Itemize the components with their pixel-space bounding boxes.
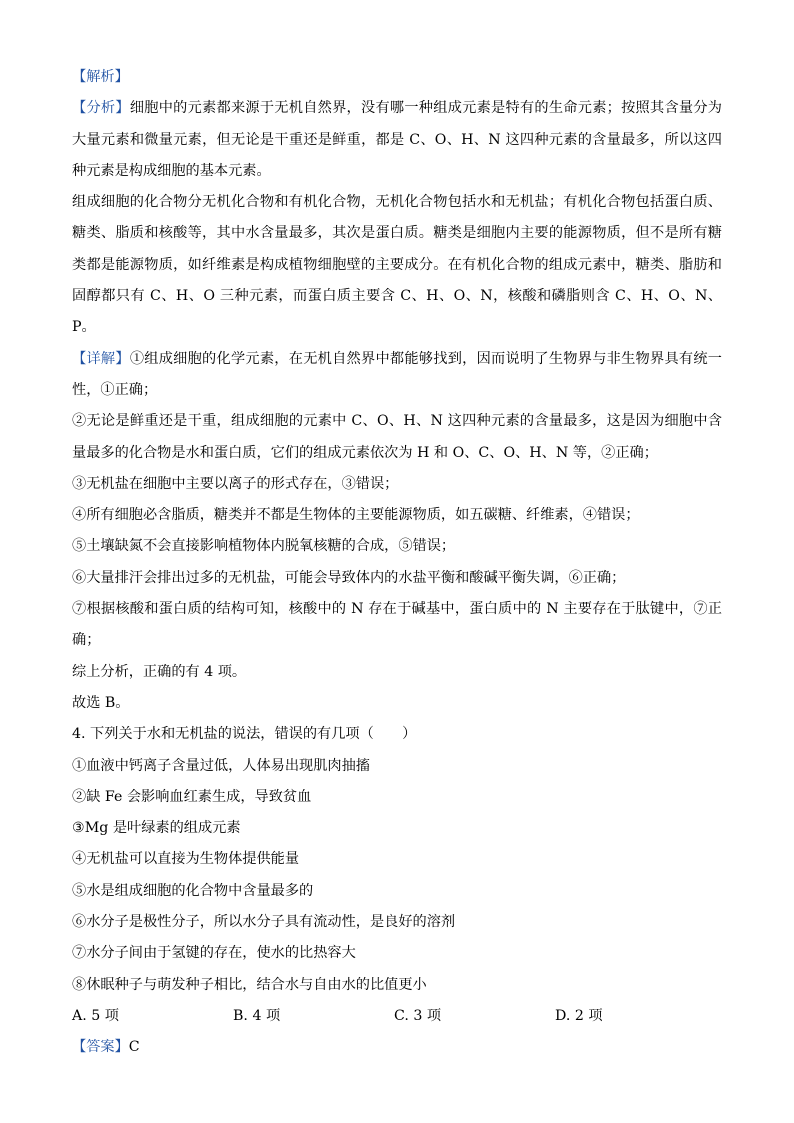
option-b: B. 4 项: [233, 1007, 281, 1024]
answer-tag: 【答案】: [72, 1039, 129, 1056]
xiangjie-item-7: ⑦根据核酸和蛋白质的结构可知，核酸中的 N 存在于碱基中，蛋白质中的 N 主要存在于肽键中，⑦正确；: [72, 601, 722, 649]
xiangjie-item-5: ⑤土壤缺氮不会直接影响植物体内脱氧核糖的合成，⑤错误；: [72, 538, 456, 555]
statement-4: ④无机盐可以直接为生物体提供能量: [72, 851, 300, 868]
answer-value: C: [128, 1039, 140, 1056]
fenxi-paragraph-2: 组成细胞的化合物分无机化合物和有机化合物，无机化合物包括水和无机盐；有机化合物包括蛋白质、糖类、脂质和核酸等，其中水含量最多，其次是蛋白质。糖类是细胞内主要的能源物质，但不是所有糖类都是能源物质，如纤维素是构成植物细胞壁的主要成分。在有机化合物的组成元素中，糖类、脂肪和固醇都只有 C、H、O 三种元素，而蛋白质主要含 C、H、O、N，核酸和磷脂则含 C、H、O、N、P。: [72, 194, 722, 336]
xiangjie-item-4: ④所有细胞必含脂质，糖类并不都是生物体的主要能源物质，如五碳糖、纤维素，④错误；: [72, 507, 640, 524]
option-a: A. 5 项: [72, 1007, 119, 1024]
fenxi-tag: 【分析】: [72, 100, 130, 117]
answer-line: [72, 1032, 722, 1063]
statement-3: ③Mg 是叶绿素的组成元素: [72, 820, 241, 837]
content-column: [72, 62, 722, 1064]
statement-5: ⑤水是组成细胞的化合物中含量最多的: [72, 882, 314, 899]
question-4-stem: 4. 下列关于水和无机盐的说法，错误的有几项（ ）: [72, 726, 417, 743]
option-d: D. 2 项: [555, 1007, 603, 1024]
option-c: C. 3 项: [394, 1007, 442, 1024]
answer-options: [72, 1001, 722, 1032]
fenxi-paragraph: [72, 93, 722, 187]
xiangjie-tag: 【详解】: [72, 350, 130, 367]
statement-1: ①血液中钙离子含量过低，人体易出现肌肉抽搐: [72, 757, 370, 774]
choice-text: 故选 B。: [72, 694, 130, 711]
statement-2: ②缺 Fe 会影响血红素生成，导致贫血: [72, 788, 312, 805]
statement-6: ⑥水分子是极性分子，所以水分子具有流动性，是良好的溶剂: [72, 914, 456, 931]
statement-7: ⑦水分子间由于氢键的存在，使水的比热容大: [72, 945, 356, 962]
analysis-header: 【解析】: [72, 69, 129, 85]
summary-text: 综上分析，正确的有 4 项。: [72, 663, 247, 680]
xiangjie-item-2: ②无论是鲜重还是干重，组成细胞的元素中 C、O、H、N 这四种元素的含量最多，这是因为细胞中含量最多的化合物是水和蛋白质，它们的组成元素依次为 H 和 O、C、O、H、N 等，②正确；: [72, 413, 722, 461]
xiangjie-item-text: ①组成细胞的化学元素，在无机自然界中都能够找到，因而说明了生物界与非生物界具有统一性，①正确；: [72, 350, 722, 398]
xiangjie-item-3: ③无机盐在细胞中主要以离子的形式存在，③错误；: [72, 475, 399, 492]
fenxi-text: 细胞中的元素都来源于无机自然界，没有哪一种组成元素是特有的生命元素；按照其含量分为大量元素和微量元素，但无论是干重还是鲜重，都是 C、O、H、N 这四种元素的含量最多，所以这四种元素是构成细胞的基本元素。: [72, 100, 722, 179]
xiangjie-item-6: ⑥大量排汗会排出过多的无机盐，可能会导致体内的水盐平衡和酸碱平衡失调，⑥正确；: [72, 569, 626, 586]
statement-8: ⑧休眠种子与萌发种子相比，结合水与自由水的比值更小: [72, 976, 427, 993]
xiangjie-item-1: [72, 344, 722, 407]
